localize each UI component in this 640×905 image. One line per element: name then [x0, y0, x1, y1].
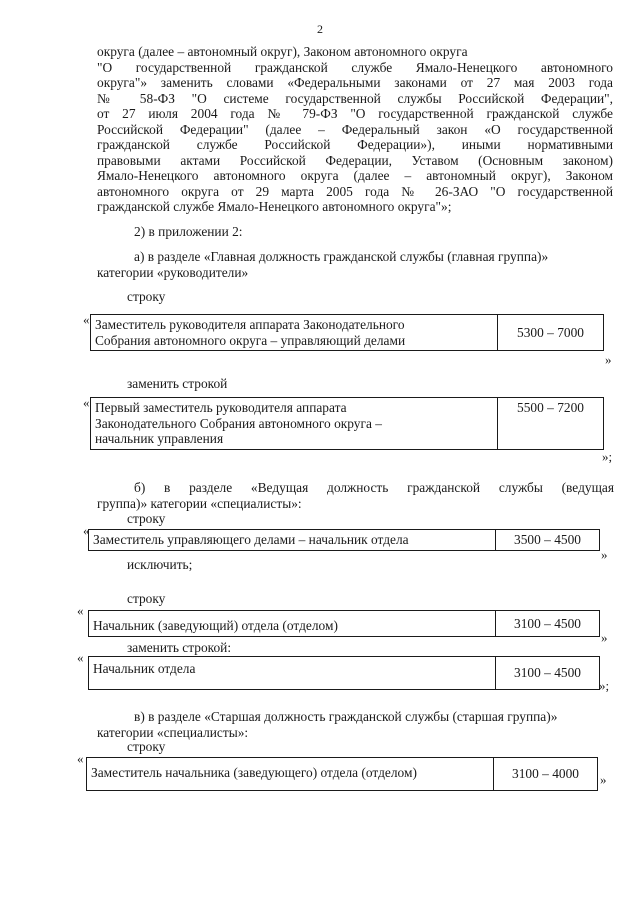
position-row-b2: [88, 610, 600, 637]
open-quote: «: [83, 395, 90, 410]
open-quote: «: [77, 751, 84, 766]
section-a-line1: а) в разделе «Главная должность гражданской службы (главная группа)»: [134, 249, 549, 264]
section-b-stroku-2: строку: [127, 591, 166, 606]
position-title-cell: Начальник отдела: [89, 657, 496, 690]
section-b-line2: группа)» категории «специалисты»:: [97, 496, 302, 511]
page-number: 2: [317, 22, 323, 36]
close-quote: »: [601, 547, 608, 562]
section-a-line2: категории «руководители»: [97, 265, 249, 280]
close-quote: »: [600, 772, 607, 787]
intro-line: автономного округа от 29 марта 2005 года № 26-ЗАО "О государственной: [97, 183, 613, 199]
salary-cell: 3500 – 4500: [496, 530, 600, 551]
intro-last-line: гражданской службе Ямало-Ненецкого автономного округа"»;: [97, 199, 452, 214]
position-row-b1: [88, 529, 600, 551]
intro-line: Российской Федерации" (далее – Федеральный закон «О государственной: [97, 121, 613, 137]
salary-cell: 3100 – 4500: [496, 657, 600, 690]
section-a-stroku: строку: [127, 289, 166, 304]
intro-line: округа"» заменить словами «Федеральными законами от 27 мая 2003 года: [97, 75, 613, 90]
salary-cell: 3100 – 4500: [496, 611, 600, 637]
open-quote: «: [83, 312, 90, 327]
position-title-line: начальник управления: [95, 431, 224, 446]
position-title-cell: Начальник (заведующий) отдела (отделом): [89, 611, 496, 637]
position-row-old-a: [90, 314, 604, 351]
item-2-heading: 2) в приложении 2:: [134, 224, 243, 239]
position-row-c: [86, 757, 598, 791]
section-b-replace-label: заменить строкой:: [127, 640, 232, 655]
section-b-stroku-1: строку: [127, 511, 166, 526]
section-b-exclude-label: исключить;: [127, 557, 193, 572]
open-quote: «: [77, 650, 84, 665]
intro-line: "О государственной гражданской службе Ямало-Ненецкого автономного: [97, 59, 613, 75]
position-title-cell: Заместитель начальника (заведующего) отдела (отделом): [87, 758, 494, 791]
intro-line: правовыми актами Российской Федерации, Уставом (Основным законом): [97, 152, 613, 168]
section-b-line1: б) в разделе «Ведущая должность гражданской службы (ведущая: [134, 480, 614, 495]
intro-line: округа (далее – автономный округ), Законом автономного округа: [97, 44, 468, 59]
open-quote: «: [83, 523, 90, 538]
close-quote-semicolon: »;: [602, 449, 613, 464]
open-quote: «: [77, 603, 84, 618]
position-title-cell: [91, 315, 498, 351]
position-title-line: Первый заместитель руководителя аппарата: [95, 400, 347, 415]
salary-cell: 5300 – 7000: [498, 315, 604, 351]
position-row-b3: [88, 656, 600, 690]
position-title-line: Законодательного Собрания автономного округа –: [95, 415, 382, 431]
section-c-stroku: строку: [127, 739, 166, 754]
section-c-line1: в) в разделе «Старшая должность гражданской службы (старшая группа)»: [134, 709, 558, 724]
position-title-line: Заместитель руководителя аппарата Законодательного: [95, 317, 405, 332]
position-title-cell: Заместитель управляющего делами – начальник отдела: [89, 530, 496, 551]
intro-line: от 27 июля 2004 года № 79-ФЗ "О государственной гражданской службе: [97, 106, 613, 121]
position-title-cell: [91, 398, 498, 450]
section-a-replace-label: заменить строкой: [127, 376, 228, 391]
close-quote-semicolon: »;: [599, 678, 610, 693]
position-row-new-a: [90, 397, 604, 450]
section-c-line2: категории «специалисты»:: [97, 725, 249, 740]
intro-line: Ямало-Ненецкого автономного округа (далее – автономный округ), Законом: [97, 168, 613, 183]
close-quote: »: [601, 630, 608, 645]
salary-cell: 5500 – 7200: [498, 398, 604, 450]
intro-line: гражданской службе Российской Федерации»), иными нормативными: [97, 137, 613, 152]
salary-cell: 3100 – 4000: [494, 758, 598, 791]
close-quote: »: [605, 352, 612, 367]
position-title-line: Собрания автономного округа – управляющий делами: [95, 332, 406, 348]
intro-paragraph: [97, 44, 613, 215]
intro-line: № 58-ФЗ "О системе государственной службы Российской Федерации",: [97, 90, 613, 106]
